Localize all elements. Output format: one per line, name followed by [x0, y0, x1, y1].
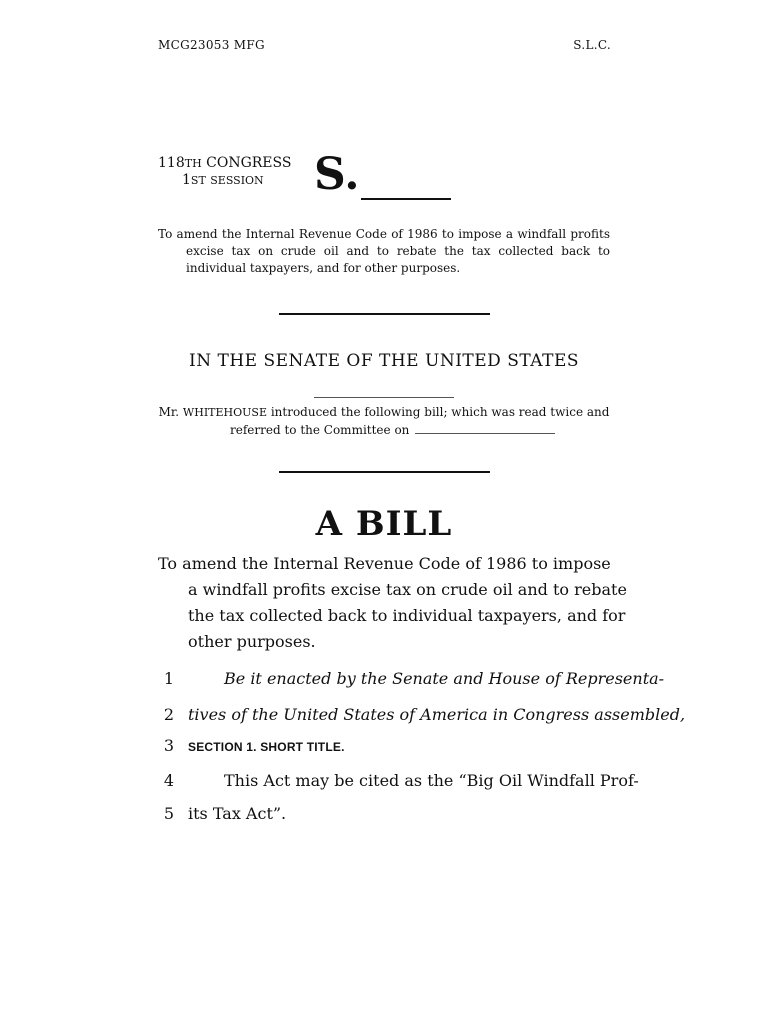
line-number: 2	[163, 705, 175, 724]
purpose-line: a windfall profits excise tax on crude oil and to rebate	[188, 580, 627, 599]
document-id: MCG23053 MFG	[158, 38, 265, 52]
office-code: S.L.C.	[573, 38, 611, 52]
committee-referral-line	[230, 421, 555, 440]
enacting-clause-line: tives of the United States of America in Congress assembled,	[188, 705, 686, 724]
section-heading: SECTION 1. SHORT TITLE.	[188, 740, 345, 754]
introduction-line	[0, 403, 768, 422]
congress-number: 118	[158, 155, 185, 171]
congress-word: CONGRESS	[206, 155, 292, 171]
committee-referral-text: referred to the Committee on	[230, 423, 410, 437]
session-number-suffix: ST	[190, 174, 206, 187]
purpose-line: other purposes.	[188, 632, 316, 651]
divider-rule	[279, 471, 490, 473]
introduction-text: introduced the following bill; which was read twice and	[270, 405, 610, 419]
sponsor-name: WHITEHOUSE	[182, 406, 267, 419]
sponsor-prefix: Mr.	[158, 405, 180, 419]
thin-divider-rule	[314, 397, 454, 398]
session-label	[182, 172, 264, 189]
line-number: 5	[163, 804, 175, 823]
bill-number-blank	[361, 198, 451, 200]
short-title-text-line: its Tax Act”.	[188, 804, 287, 823]
session-number: 1	[182, 172, 191, 188]
bill-heading: A BILL	[315, 504, 453, 544]
line-number: 1	[163, 669, 175, 688]
congress-label	[158, 155, 291, 172]
congress-number-suffix: TH	[184, 157, 202, 170]
purpose-line: To amend the Internal Revenue Code of 1986 to impose	[158, 554, 611, 573]
committee-blank	[415, 422, 555, 434]
bill-designator: S.	[314, 149, 360, 200]
session-word: SESSION	[210, 174, 264, 187]
line-number: 4	[163, 771, 175, 790]
short-title-text-line: This Act may be cited as the “Big Oil Windfall Prof-	[224, 771, 639, 790]
enacting-clause-line: Be it enacted by the Senate and House of Representa-	[224, 669, 665, 688]
line-number: 3	[163, 736, 175, 755]
purpose-summary: To amend the Internal Revenue Code of 1986 to impose a windfall profits excise tax on crude oil and to rebate the tax collected back to individual taxpayers, and for other purposes.	[158, 227, 610, 275]
chamber-heading: IN THE SENATE OF THE UNITED STATES	[188, 351, 579, 371]
purpose-line: the tax collected back to individual taxpayers, and for	[188, 606, 626, 625]
divider-rule	[279, 313, 490, 315]
